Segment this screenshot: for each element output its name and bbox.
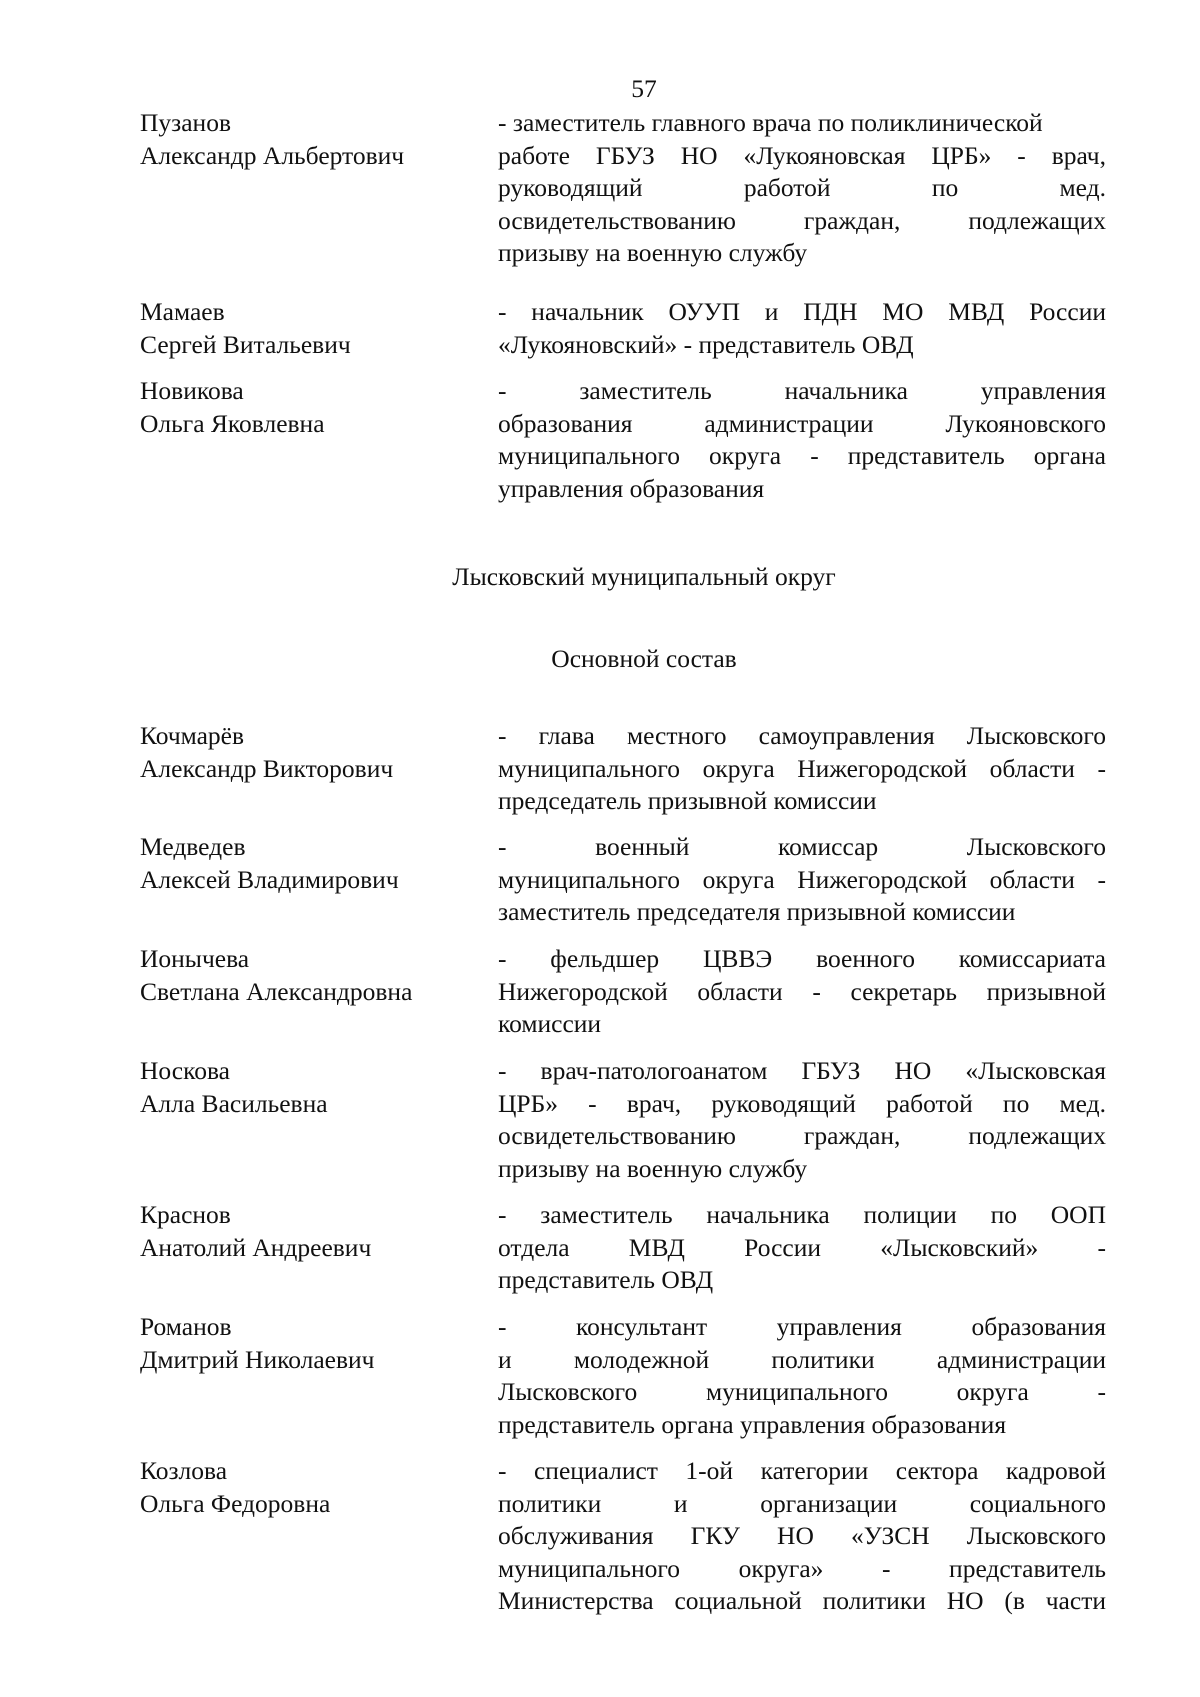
member-name	[140, 375, 480, 440]
member-role	[498, 1055, 1106, 1185]
member-role	[498, 1311, 1106, 1441]
role-line: - фельдшер ЦВВЭ военного комиссариата	[498, 944, 1106, 973]
member-name	[140, 1055, 480, 1120]
member-name	[140, 831, 480, 896]
member-role	[498, 107, 1106, 270]
role-line: - военный комиссар Лысковского	[498, 832, 1106, 861]
role-line: заместитель председателя призывной комиссии	[498, 897, 1016, 926]
role-line: представитель органа управления образования	[498, 1409, 1007, 1439]
member-surname: Носкова	[140, 1056, 230, 1085]
role-line: призыву на военную службу	[498, 1153, 808, 1183]
section-title: Лысковский муниципальный округ	[452, 562, 836, 591]
member-name	[140, 1199, 480, 1264]
role-line: Нижегородской области - секретарь призывной	[498, 976, 1106, 1006]
member-name	[140, 296, 480, 361]
role-line: муниципального округа Нижегородской области -	[498, 753, 1106, 783]
member-name	[140, 1311, 480, 1376]
member-given-names: Алексей Владимирович	[140, 864, 399, 894]
role-line: представитель ОВД	[498, 1265, 714, 1294]
role-line: руководящий работой по мед.	[498, 173, 1106, 202]
role-line: муниципального округа» - представитель	[498, 1553, 1106, 1583]
member-name	[140, 720, 480, 785]
member-name	[140, 107, 480, 172]
role-line: - консультант управления образования	[498, 1312, 1106, 1341]
member-given-names: Алла Васильевна	[140, 1088, 328, 1118]
role-line: освидетельствованию граждан, подлежащих	[498, 1121, 1106, 1150]
role-line: - заместитель главного врача по поликлинической	[498, 108, 1043, 137]
role-line: Министерства социальной политики НО (в части	[498, 1586, 1106, 1615]
role-line: отдела МВД России «Лысковский» -	[498, 1232, 1106, 1262]
member-surname: Романов	[140, 1312, 232, 1341]
role-line: муниципального округа - представитель органа	[498, 441, 1106, 470]
member-role	[498, 943, 1106, 1041]
member-surname: Кочмарёв	[140, 721, 245, 750]
role-line: и молодежной политики администрации	[498, 1344, 1106, 1374]
role-line: образования администрации Лукояновского	[498, 408, 1106, 438]
role-line: призыву на военную службу	[498, 238, 808, 267]
page-number: 57	[631, 74, 657, 103]
member-surname: Ионычева	[140, 944, 250, 973]
role-line: - врач-патологоанатом ГБУЗ НО «Лысковская	[498, 1056, 1106, 1085]
role-line: Лысковского муниципального округа -	[498, 1377, 1106, 1406]
role-line: - заместитель начальника полиции по ООП	[498, 1200, 1106, 1229]
role-line: обслуживания ГКУ НО «УЗСН Лысковского	[498, 1521, 1106, 1550]
subsection-title: Основной состав	[551, 644, 737, 673]
member-role	[498, 831, 1106, 929]
member-surname: Мамаев	[140, 297, 225, 326]
member-role	[498, 1455, 1106, 1618]
role-line: комиссии	[498, 1009, 602, 1038]
role-line: работе ГБУЗ НО «Лукояновская ЦРБ» - врач,	[498, 140, 1106, 170]
member-role	[498, 296, 1106, 361]
member-given-names: Сергей Витальевич	[140, 329, 351, 359]
member-surname: Новикова	[140, 376, 244, 405]
role-line: освидетельствованию граждан, подлежащих	[498, 205, 1106, 235]
member-name	[140, 943, 480, 1008]
member-given-names: Александр Викторович	[140, 753, 394, 783]
member-given-names: Светлана Александровна	[140, 976, 413, 1006]
role-line: - глава местного самоуправления Лысковского	[498, 721, 1106, 750]
role-line: председатель призывной комиссии	[498, 786, 877, 815]
member-surname: Медведев	[140, 832, 246, 861]
member-role	[498, 375, 1106, 505]
member-surname: Краснов	[140, 1200, 231, 1229]
member-given-names: Ольга Федоровна	[140, 1488, 331, 1518]
member-name	[140, 1455, 480, 1520]
role-line: - специалист 1-ой категории сектора кадровой	[498, 1456, 1106, 1485]
member-surname: Пузанов	[140, 108, 231, 137]
role-line: - заместитель начальника управления	[498, 376, 1106, 405]
role-line: политики и организации социального	[498, 1488, 1106, 1518]
member-given-names: Анатолий Андреевич	[140, 1232, 372, 1262]
role-line: ЦРБ» - врач, руководящий работой по мед.	[498, 1088, 1106, 1118]
member-given-names: Александр Альбертович	[140, 140, 405, 170]
role-line: управления образования	[498, 473, 765, 503]
member-surname: Козлова	[140, 1456, 228, 1485]
member-role	[498, 1199, 1106, 1297]
role-line: - начальник ОУУП и ПДН МО МВД России	[498, 297, 1106, 326]
member-given-names: Дмитрий Николаевич	[140, 1344, 375, 1374]
role-line: муниципального округа Нижегородской области -	[498, 864, 1106, 894]
member-role	[498, 720, 1106, 818]
role-line: «Лукояновский» - представитель ОВД	[498, 329, 914, 359]
member-given-names: Ольга Яковлевна	[140, 408, 325, 438]
